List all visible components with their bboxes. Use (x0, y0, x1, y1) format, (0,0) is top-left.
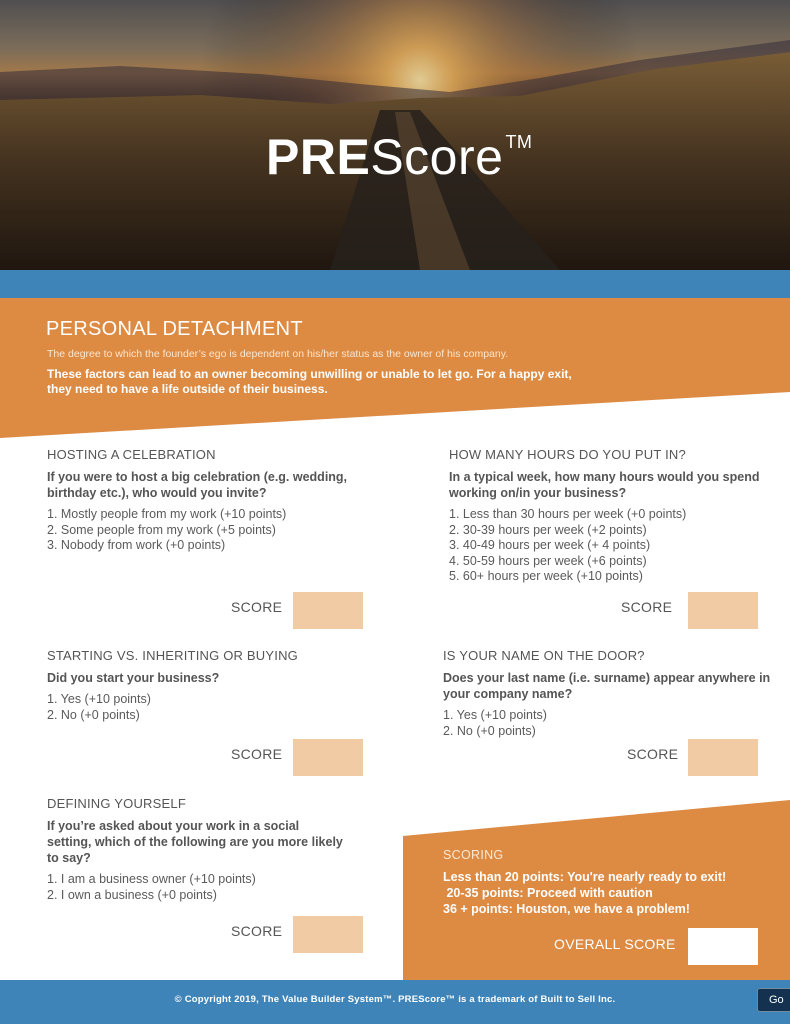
question-text: In a typical week, how many hours would you spend working on/in your business? (449, 470, 760, 500)
scoring-line: 36 + points: Houston, we have a problem! (443, 902, 690, 916)
option-item: 1. I am a business owner (+10 points) (47, 872, 256, 886)
scoring-line: Less than 20 points: You're nearly ready to exit! (443, 870, 727, 884)
overall-score-input[interactable] (688, 928, 758, 965)
question-title: HOW MANY HOURS DO YOU PUT IN? (449, 447, 686, 462)
section-subtitle: The degree to which the founder’s ego is dependent on his/her status as the owner of his company. (47, 348, 509, 360)
scoring-title: SCORING (443, 848, 504, 862)
question-title: IS YOUR NAME ON THE DOOR? (443, 648, 645, 663)
question-text: If you’re asked about your work in a social setting, which of the following are you more likely to say? (47, 819, 343, 865)
option-item: 1. Less than 30 hours per week (+0 points) (449, 507, 687, 521)
option-item: 2. No (+0 points) (47, 707, 140, 722)
options-list (443, 708, 773, 739)
question-title: HOSTING A CELEBRATION (47, 447, 216, 462)
question-defining-yourself (47, 796, 347, 903)
option-item: 4. 50-59 hours per week (+6 points) (449, 553, 647, 568)
score-input-hours[interactable] (688, 592, 758, 629)
score-label: SCORE (627, 746, 679, 762)
scoring-legend (443, 869, 726, 917)
option-item: 2. 30-39 hours per week (+2 points) (449, 522, 647, 537)
score-input-starting-business[interactable] (293, 739, 363, 776)
score-label: SCORE (231, 599, 283, 615)
options-list (449, 507, 779, 585)
prescore-logo: PREScore ™ (266, 129, 533, 185)
score-input-hosting-celebration[interactable] (293, 592, 363, 629)
score-label: SCORE (231, 923, 283, 939)
question-text: Does your last name (i.e. surname) appear anywhere in your company name? (443, 671, 771, 701)
overall-score-label: OVERALL SCORE (554, 936, 676, 952)
copyright-text: © Copyright 2019, The Value Builder System™. PREScore™ is a trademark of Built to Sell Inc. (174, 994, 616, 1005)
question-title: DEFINING YOURSELF (47, 796, 186, 811)
question-name-on-door (443, 648, 773, 739)
options-list (47, 507, 377, 554)
option-item: 1. Yes (+10 points) (47, 692, 151, 706)
question-hosting-celebration (47, 447, 377, 554)
option-item: 1. Yes (+10 points) (443, 708, 547, 722)
score-label: SCORE (621, 599, 673, 615)
question-text: Did you start your business? (47, 671, 220, 685)
score-input-defining-yourself[interactable] (293, 916, 363, 953)
blue-divider-band (0, 270, 790, 298)
section-bold-text: These factors can lead to an owner becoming unwilling or unable to let go. For a happy exit, they need to have a life outside of their business. (47, 367, 572, 396)
hero-banner (0, 0, 790, 270)
question-title: STARTING VS. INHERITING OR BUYING (47, 648, 298, 663)
question-starting-business (47, 648, 377, 723)
go-button[interactable]: Go (757, 988, 790, 1012)
option-item: 3. 40-49 hours per week (+ 4 points) (449, 538, 651, 552)
section-title: PERSONAL DETACHMENT (46, 318, 303, 340)
option-item: 2. No (+0 points) (443, 723, 536, 738)
score-label: SCORE (231, 746, 283, 762)
score-input-name-on-door[interactable] (688, 739, 758, 776)
option-item: 1. Mostly people from my work (+10 points) (47, 507, 287, 521)
option-item: 2. Some people from my work (+5 points) (47, 522, 276, 537)
question-text: If you were to host a big celebration (e.g. wedding, birthday etc.), who would you invite? (47, 470, 348, 500)
option-item: 3. Nobody from work (+0 points) (47, 538, 226, 552)
scoring-line: 20-35 points: Proceed with caution (443, 886, 653, 900)
options-list (47, 872, 347, 903)
option-item: 2. I own a business (+0 points) (47, 887, 217, 902)
options-list (47, 692, 377, 723)
question-hours (449, 447, 779, 585)
option-item: 5. 60+ hours per week (+10 points) (449, 569, 643, 583)
